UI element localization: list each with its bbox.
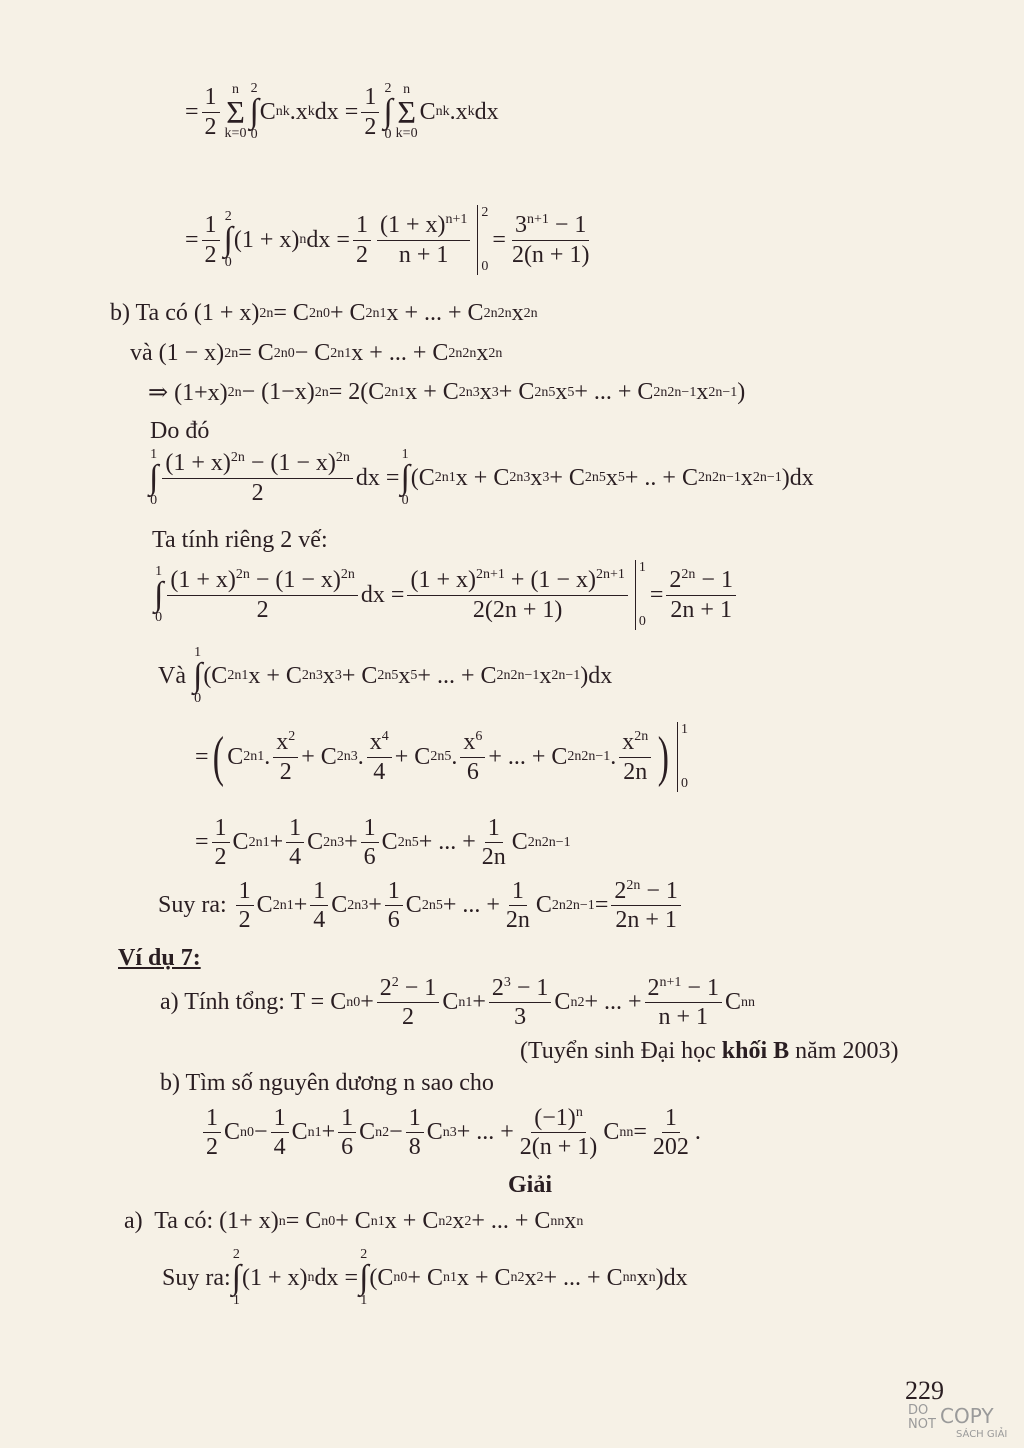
solution-suy-label: Suy ra: [162,1264,231,1291]
part-b-label: b) Ta có [110,300,188,326]
example-a-label: a) Tính tổng: T = [160,989,325,1016]
equation-line-1: = $\frac{1}{2}$ n Σ k=0 2 ∫ 0 C n k .x k dx = $\frac{1}{2}$ 2 ∫ 0 n Σ k=0 C n k .x k dx [185,81,499,142]
therefore-text: Do đó [150,418,210,444]
solution-integral-line: Suy ra: 2 ∫ 1 (1 + x) n dx = 2 ∫ 1 (C n 0 + C n 1 x + C n 2 x 2 + ... + C n n x n )dx [162,1247,688,1308]
and-word-2: Và [158,662,186,689]
and-word: và [130,340,153,366]
right-side-integral: Và 1 ∫ 0 (C 2n 1 x + C 2n 3 x 3 + C 2n 5 x 5 + ... + C 2n 2n−1 x 2n−1 )dx [158,645,613,706]
watermark-copy: COPY [940,1404,994,1428]
example-heading: Ví dụ 7: [118,945,201,971]
example-part-b: b) Tìm số nguyên dương n sao cho [160,1070,494,1096]
solution-heading: Giải [508,1172,553,1198]
example-part-a: a) Tính tổng: T = C n 0 + $\frac{2^2 - 1}{2}$ C n 1 + $\frac{2^3 - 1}{3}$ C n 2 + ... + $\frac{2^{n+1} - 1}{n + 1}$ C n n [160,975,755,1031]
source-prefix: (Tuyển sinh Đại học [520,1038,722,1064]
page-number: 229 [905,1376,944,1405]
compute-sides-text: Ta tính riêng 2 vế: [152,527,328,553]
part-b-line-2: và (1 − x) 2n = C 2n 0 − C 2n 1 x + ... + C 2n 2n x 2n [130,340,503,366]
solution-a-line: a) Ta có: (1+ x) n = C n 0 + C n 1 x + C n 2 x 2 + ... + C n n x n [124,1208,584,1234]
left-side-integral: 1 ∫ 0 $\frac{(1 + x)^{2n} - (1 - x)^{2n}}{2}$ dx = $\frac{(1 + x)^{2n+1} + (1 - x)^{2n+1}}{2(2n + 1)}$ 1 0 = $\frac{2^{2n} - 1}{2n + 1}$ [153,560,739,630]
watermark-do: DO [908,1403,929,1418]
watermark-brand: SÁCH GIẢI [956,1429,1008,1440]
part-b-line-3: ⇒ (1+x) 2n − (1−x) 2n = 2(C 2n 1 x + C 2n 3 x 3 + C 2n 5 x 5 + ... + C 2n 2n−1 x 2n−1 ) [148,379,746,406]
watermark-not: NOT [908,1417,936,1432]
example-b-equation: $\frac{1}{2}$ C n 0 − $\frac{1}{4}$ C n 1 + $\frac{1}{6}$ C n 2 − $\frac{1}{8}$ C n 3 + ... + $\frac{(-1)^n}{2(n + 1)}$ C n n = $\frac{1}{202}$ . [200,1105,701,1161]
conclusion-line: Suy ra: $\frac{1}{2}$ C 2n 1 + $\frac{1}{4}$ C 2n 3 + $\frac{1}{6}$ C 2n 5 + ... + $\frac{1}{2n}$ C 2n 2n−1 = $\frac{2^{2n} - 1}{2n + 1}$ [158,878,684,934]
source-suffix: năm 2003) [789,1038,899,1064]
source-bold: khối B [721,1038,790,1064]
equation-line-2: = $\frac{1}{2}$ 2 ∫ 0 (1 + x) n dx = $\frac{1}{2}$ $\frac{(1 + x)^{n+1}}{n + 1}$ 2 0 = $\frac{3^{n+1} - 1}{2(n + 1)}$ [185,205,590,274]
evaluated-sum: = $\frac{1}{2}$ C 2n 1 + $\frac{1}{4}$ C 2n 3 + $\frac{1}{6}$ C 2n 5 + ... + $\frac{1}{2n}$ C 2n 2n−1 [195,815,571,871]
integral-equation: 1 ∫ 0 $\frac{(1 + x)^{2n} - (1 - x)^{2n}}{2}$ dx = 1 ∫ 0 (C 2n 1 x + C 2n 3 x 3 + C 2n 5 x 5 + .. + C 2n 2n−1 x 2n−1 )dx [149,447,814,508]
antiderivative-line: = ( C 2n 1 . $\frac{x^2}{2}$ + C 2n 3 . $\frac{x^4}{4}$ + C 2n 5 . $\frac{x^6}{6}$ + ... + C 2n 2n−1 . $\frac{x^{2n}}{2n}$ ) 1 0 [195,722,688,791]
watermark-logo [908,1404,1014,1442]
therefore-label: Suy ra: [158,892,227,919]
part-b-line-1: b) Ta có (1 + x) 2n = C 2n 0 + C 2n 1 x + ... + C 2n 2n x 2n [110,300,538,326]
solution-a-label: a) Ta có: [124,1208,214,1234]
exam-source [520,1038,898,1065]
